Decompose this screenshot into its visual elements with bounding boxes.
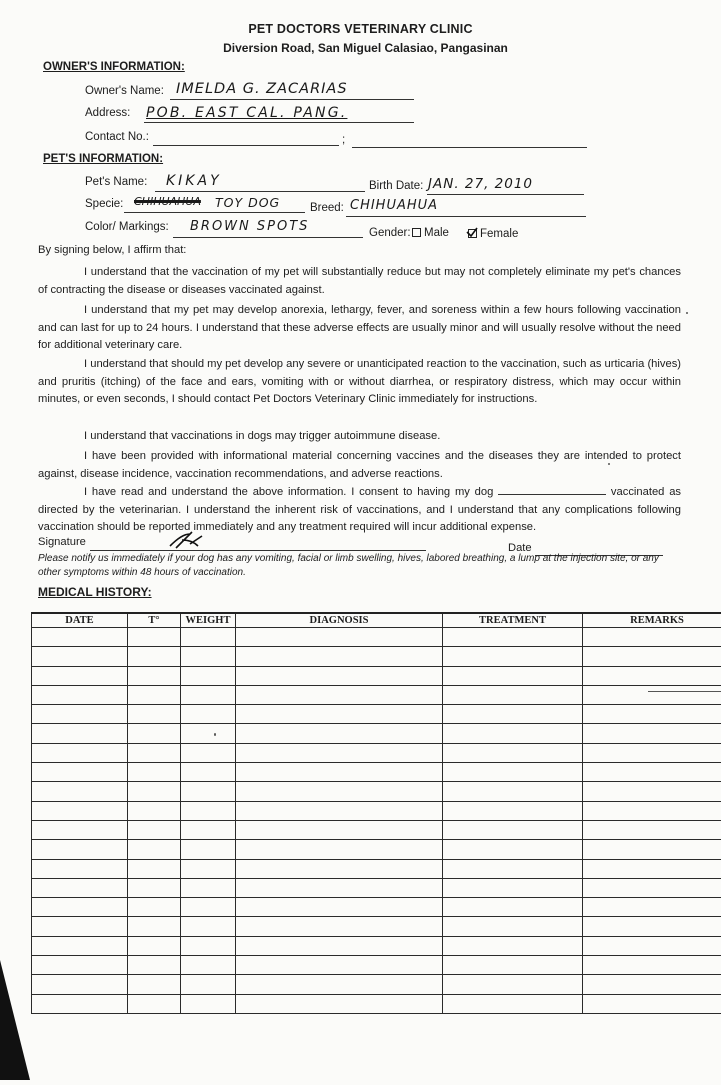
consent-paragraph-4: I understand that vaccinations in dogs may trigger autoimmune disease. — [38, 428, 681, 446]
cell-remarks[interactable] — [583, 936, 721, 955]
table-row — [32, 878, 721, 897]
clinic-address: Diversion Road, San Miguel Calasiao, Pangasinan — [0, 41, 721, 55]
cell-date[interactable] — [32, 820, 128, 839]
pet-name-value[interactable]: KIKAY — [166, 173, 222, 189]
medical-history-table — [31, 612, 721, 1014]
signature-mark[interactable] — [168, 530, 210, 552]
cell-diagnosis[interactable] — [236, 975, 443, 994]
cell-date[interactable] — [32, 782, 128, 801]
cell-remarks[interactable] — [583, 685, 721, 704]
cell-weight[interactable] — [181, 956, 236, 975]
specie-line — [124, 212, 305, 213]
cell-temperature[interactable] — [128, 917, 181, 936]
cell-treatment[interactable] — [443, 743, 583, 762]
cell-diagnosis[interactable] — [236, 666, 443, 685]
color-markings-line — [173, 237, 363, 238]
gender-female-option[interactable] — [468, 228, 518, 240]
cell-diagnosis[interactable] — [236, 840, 443, 859]
cell-treatment[interactable] — [443, 628, 583, 647]
cell-remarks[interactable] — [583, 975, 721, 994]
cell-treatment[interactable] — [443, 705, 583, 724]
cell-diagnosis[interactable] — [236, 685, 443, 704]
cell-date[interactable] — [32, 956, 128, 975]
cell-treatment[interactable] — [443, 878, 583, 897]
cell-weight[interactable] — [181, 628, 236, 647]
female-label: Female — [480, 228, 518, 240]
specie-label: Specie: — [85, 198, 123, 210]
cell-weight[interactable] — [181, 975, 236, 994]
cell-temperature[interactable] — [128, 743, 181, 762]
cell-diagnosis[interactable] — [236, 763, 443, 782]
consent-paragraph-2: I understand that my pet may develop anorexia, lethargy, fever, and soreness within a few hours following vaccination and can last for up to 24 hours. I understand that these adverse effects are usually minor and will usually resolve without the need for additional veterinary care. — [38, 302, 681, 355]
cell-date[interactable] — [32, 647, 128, 666]
cell-weight[interactable] — [181, 763, 236, 782]
cell-temperature[interactable] — [128, 782, 181, 801]
breed-value[interactable]: CHIHUAHUA — [350, 198, 438, 213]
table-row — [32, 724, 721, 743]
signature-label: Signature — [38, 536, 86, 548]
table-row — [32, 820, 721, 839]
cell-remarks[interactable] — [583, 994, 721, 1013]
cell-date[interactable] — [32, 801, 128, 820]
cell-date[interactable] — [32, 628, 128, 647]
gender-male-option[interactable] — [412, 227, 449, 239]
color-markings-value[interactable]: BROWN SPOTS — [190, 219, 309, 234]
scan-stray-line — [648, 691, 721, 692]
cell-diagnosis[interactable] — [236, 878, 443, 897]
cell-treatment[interactable] — [443, 782, 583, 801]
owner-section-title: OWNER'S INFORMATION: — [43, 61, 185, 73]
cell-temperature[interactable] — [128, 840, 181, 859]
cell-diagnosis[interactable] — [236, 705, 443, 724]
cell-temperature[interactable] — [128, 666, 181, 685]
cell-date[interactable] — [32, 685, 128, 704]
cell-date[interactable] — [32, 898, 128, 917]
table-row — [32, 743, 721, 762]
cell-remarks[interactable] — [583, 724, 721, 743]
table-row — [32, 936, 721, 955]
cell-diagnosis[interactable] — [236, 859, 443, 878]
cell-date[interactable] — [32, 975, 128, 994]
dog-vaccine-blank[interactable] — [498, 484, 606, 495]
cell-diagnosis[interactable] — [236, 782, 443, 801]
consent-paragraph-3: I understand that should my pet develop any severe or unanticipated reaction to the vaccination, such as urticaria (hives) and pruritis (itching) of the face and ears, vomiting with or without diarrhea, or respiratory distress, which may occur within minutes, or even seconds, I should contact Pet Doctors Veterinary Clinic immediately for instructions. — [38, 356, 681, 409]
cell-date[interactable] — [32, 763, 128, 782]
owner-contact-label: Contact No.: — [85, 131, 149, 143]
owner-name-line — [170, 99, 414, 100]
column-header-date: DATE — [32, 613, 128, 628]
cell-weight[interactable] — [181, 898, 236, 917]
cell-treatment[interactable] — [443, 898, 583, 917]
medical-history-title: MEDICAL HISTORY: — [38, 585, 152, 599]
cell-diagnosis[interactable] — [236, 936, 443, 955]
post-vaccination-notice: Please notify us immediately if your dog has any vomiting, facial or limb swelling, hives, labored breathing, a lump at the injection site, or any other symptoms within 48 hours of vaccination. — [38, 552, 681, 580]
column-header-temperature: T° — [128, 613, 181, 628]
cell-date[interactable] — [32, 705, 128, 724]
cell-weight[interactable] — [181, 666, 236, 685]
cell-temperature[interactable] — [128, 859, 181, 878]
consent-paragraph-6: I have read and understand the above information. I consent to having my dog vaccinated as directed by the veterinarian. I understand the inherent risk of vaccinations, and I understand that any complications following vaccination should be reported immediately and any treatment required will incur additional expense. — [38, 484, 681, 537]
cell-temperature[interactable] — [128, 801, 181, 820]
owner-name-label: Owner's Name: — [85, 85, 164, 97]
cell-remarks[interactable] — [583, 782, 721, 801]
table-row — [32, 917, 721, 936]
signature-line — [90, 550, 426, 551]
cell-diagnosis[interactable] — [236, 956, 443, 975]
cell-temperature[interactable] — [128, 820, 181, 839]
table-row — [32, 994, 721, 1013]
owner-address-line — [144, 122, 414, 123]
cell-treatment[interactable] — [443, 666, 583, 685]
table-row — [32, 782, 721, 801]
cell-remarks[interactable] — [583, 705, 721, 724]
cell-weight[interactable] — [181, 994, 236, 1013]
cell-temperature[interactable] — [128, 956, 181, 975]
cell-temperature[interactable] — [128, 705, 181, 724]
cell-weight[interactable] — [181, 859, 236, 878]
female-checkbox[interactable] — [468, 229, 477, 238]
cell-weight[interactable] — [181, 782, 236, 801]
specie-value[interactable]: TOY DOG — [215, 195, 280, 210]
table-row — [32, 763, 721, 782]
check-mark-icon — [466, 227, 478, 237]
cell-diagnosis[interactable] — [236, 743, 443, 762]
date-label: Date — [508, 542, 532, 554]
cell-date[interactable] — [32, 878, 128, 897]
cell-diagnosis[interactable] — [236, 801, 443, 820]
cell-remarks[interactable] — [583, 898, 721, 917]
cell-remarks[interactable] — [583, 801, 721, 820]
cell-treatment[interactable] — [443, 801, 583, 820]
cell-weight[interactable] — [181, 705, 236, 724]
cell-weight[interactable] — [181, 820, 236, 839]
cell-remarks[interactable] — [583, 763, 721, 782]
specie-struck-value: CHIHUAHUA — [134, 195, 201, 208]
cell-temperature[interactable] — [128, 975, 181, 994]
male-label: Male — [424, 227, 449, 239]
cell-remarks[interactable] — [583, 878, 721, 897]
consent-paragraph-1: I understand that the vaccination of my pet will substantially reduce but may not completely eliminate my pet's chances of contracting the disease or diseases vaccinated against. — [38, 264, 681, 299]
cell-weight[interactable] — [181, 685, 236, 704]
gender-label: Gender: — [369, 227, 411, 239]
breed-label: Breed: — [310, 202, 344, 214]
cell-treatment[interactable] — [443, 820, 583, 839]
birth-date-label: Birth Date: — [369, 180, 423, 192]
cell-weight[interactable] — [181, 724, 236, 743]
table-row — [32, 647, 721, 666]
table-row — [32, 840, 721, 859]
cell-treatment[interactable] — [443, 956, 583, 975]
birth-date-line — [427, 194, 584, 195]
cell-temperature[interactable] — [128, 994, 181, 1013]
table-row — [32, 628, 721, 647]
cell-weight[interactable] — [181, 936, 236, 955]
consent-paragraph-5: I have been provided with informational material concerning vaccines and the diseases they are intended to protect against, disease incidence, vaccination recommendations, and adverse reactions. — [38, 448, 681, 483]
cell-date[interactable] — [32, 994, 128, 1013]
cell-remarks[interactable] — [583, 647, 721, 666]
owner-address-label: Address: — [85, 107, 130, 119]
cell-treatment[interactable] — [443, 859, 583, 878]
cell-temperature[interactable] — [128, 724, 181, 743]
scan-speck — [686, 312, 688, 314]
cell-treatment[interactable] — [443, 840, 583, 859]
owner-name-value[interactable]: IMELDA G. ZACARIAS — [176, 81, 348, 97]
cell-weight[interactable] — [181, 647, 236, 666]
cell-treatment[interactable] — [443, 724, 583, 743]
cell-date[interactable] — [32, 859, 128, 878]
cell-temperature[interactable] — [128, 936, 181, 955]
cell-remarks[interactable] — [583, 628, 721, 647]
cell-treatment[interactable] — [443, 994, 583, 1013]
table-header-row — [32, 613, 721, 628]
cell-temperature[interactable] — [128, 763, 181, 782]
color-markings-label: Color/ Markings: — [85, 221, 169, 233]
pet-name-label: Pet's Name: — [85, 176, 147, 188]
cell-temperature[interactable] — [128, 685, 181, 704]
cell-temperature[interactable] — [128, 628, 181, 647]
cell-treatment[interactable] — [443, 763, 583, 782]
scan-speck — [608, 463, 610, 465]
cell-remarks[interactable] — [583, 666, 721, 685]
column-header-diagnosis: DIAGNOSIS — [236, 613, 443, 628]
cell-treatment[interactable] — [443, 647, 583, 666]
cell-temperature[interactable] — [128, 647, 181, 666]
cell-remarks[interactable] — [583, 956, 721, 975]
cell-date[interactable] — [32, 666, 128, 685]
cell-diagnosis[interactable] — [236, 647, 443, 666]
male-checkbox[interactable] — [412, 228, 421, 237]
cell-remarks[interactable] — [583, 840, 721, 859]
consent-intro: By signing below, I affirm that: — [38, 244, 186, 256]
cell-treatment[interactable] — [443, 917, 583, 936]
column-header-treatment: TREATMENT — [443, 613, 583, 628]
table-row — [32, 801, 721, 820]
scan-shadow-corner — [0, 960, 30, 1080]
pet-name-line — [155, 191, 365, 192]
cell-weight[interactable] — [181, 743, 236, 762]
cell-weight[interactable] — [181, 917, 236, 936]
owner-contact-line-1 — [153, 145, 339, 146]
cell-diagnosis[interactable] — [236, 820, 443, 839]
cell-diagnosis[interactable] — [236, 898, 443, 917]
cell-remarks[interactable] — [583, 859, 721, 878]
table-row — [32, 859, 721, 878]
owner-contact-line-2 — [352, 147, 587, 148]
scan-speck — [214, 733, 216, 736]
cell-remarks[interactable] — [583, 820, 721, 839]
cell-date[interactable] — [32, 743, 128, 762]
birth-date-value[interactable]: JAN. 27, 2010 — [428, 176, 533, 192]
table-row — [32, 705, 721, 724]
cell-date[interactable] — [32, 936, 128, 955]
contact-separator: ; — [342, 134, 345, 146]
cell-weight[interactable] — [181, 878, 236, 897]
medical-history-rows — [32, 628, 721, 1014]
column-header-weight: WEIGHT — [181, 613, 236, 628]
cell-weight[interactable] — [181, 840, 236, 859]
table-row — [32, 956, 721, 975]
cell-date[interactable] — [32, 840, 128, 859]
cell-diagnosis[interactable] — [236, 994, 443, 1013]
breed-line — [346, 216, 586, 217]
cell-temperature[interactable] — [128, 898, 181, 917]
table-row — [32, 975, 721, 994]
pet-section-title: PET'S INFORMATION: — [43, 153, 163, 165]
cell-date[interactable] — [32, 917, 128, 936]
cell-diagnosis[interactable] — [236, 724, 443, 743]
cell-weight[interactable] — [181, 801, 236, 820]
cell-remarks[interactable] — [583, 743, 721, 762]
cell-date[interactable] — [32, 724, 128, 743]
cell-treatment[interactable] — [443, 936, 583, 955]
table-row — [32, 898, 721, 917]
cell-treatment[interactable] — [443, 975, 583, 994]
cell-temperature[interactable] — [128, 878, 181, 897]
cell-treatment[interactable] — [443, 685, 583, 704]
clinic-name: PET DOCTORS VETERINARY CLINIC — [0, 22, 721, 36]
column-header-remarks: REMARKS — [583, 613, 721, 628]
table-row — [32, 666, 721, 685]
owner-address-value[interactable]: POB. EAST CAL. PANG. — [146, 105, 347, 121]
cell-diagnosis[interactable] — [236, 917, 443, 936]
cell-diagnosis[interactable] — [236, 628, 443, 647]
cell-remarks[interactable] — [583, 917, 721, 936]
table-row — [32, 685, 721, 704]
